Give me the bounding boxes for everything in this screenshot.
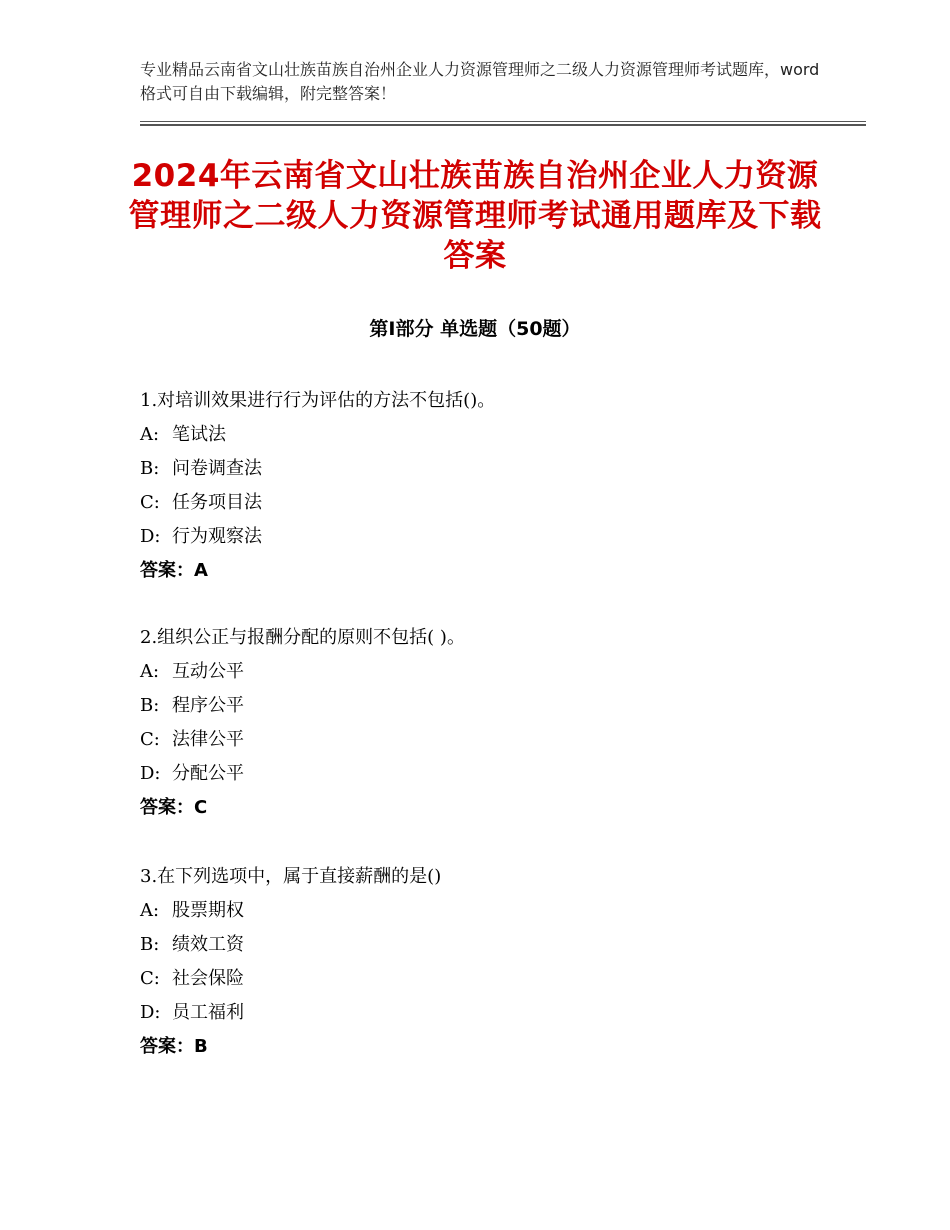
option-key: B: <box>140 934 160 955</box>
option-text: 员工福利 <box>172 1002 244 1023</box>
option-d <box>140 520 860 554</box>
option-text: 互动公平 <box>172 661 244 682</box>
section-title: 第Ⅰ部分 单选题（50题） <box>369 318 581 340</box>
option-text: 行为观察法 <box>172 526 262 547</box>
option-c <box>140 962 860 996</box>
question-1 <box>140 384 860 588</box>
option-b <box>140 928 860 962</box>
document-title: 2024年云南省文山壮族苗族自治州企业人力资源管理师之二级人力资源管理师考试通用题库及下载答案 <box>128 158 822 274</box>
question-stem: 3.在下列选项中，属于直接薪酬的是() <box>140 866 442 887</box>
option-d <box>140 757 860 791</box>
option-b <box>140 452 860 486</box>
option-d <box>140 996 860 1030</box>
option-key: C: <box>140 492 160 513</box>
option-a <box>140 418 860 452</box>
option-key: B: <box>140 695 160 716</box>
option-key: B: <box>140 458 160 479</box>
option-c <box>140 486 860 520</box>
option-key: A: <box>140 900 160 921</box>
option-key: A: <box>140 661 160 682</box>
header-divider <box>140 121 866 122</box>
answer: 答案：C <box>140 797 208 818</box>
option-b <box>140 689 860 723</box>
question-2 <box>140 621 860 825</box>
header-note: 专业精品云南省文山壮族苗族自治州企业人力资源管理师之二级人力资源管理师考试题库，word格式可自由下载编辑，附完整答案！ <box>140 60 820 103</box>
question-3 <box>140 860 860 1064</box>
option-text: 绩效工资 <box>172 934 244 955</box>
option-text: 法律公平 <box>172 729 244 750</box>
option-text: 社会保险 <box>172 968 244 989</box>
option-text: 股票期权 <box>172 900 244 921</box>
question-stem: 1.对培训效果进行行为评估的方法不包括()。 <box>140 390 496 411</box>
option-text: 问卷调查法 <box>172 458 262 479</box>
option-key: A: <box>140 424 160 445</box>
option-key: C: <box>140 729 160 750</box>
option-a <box>140 894 860 928</box>
option-c <box>140 723 860 757</box>
answer: 答案：B <box>140 1036 208 1057</box>
option-key: D: <box>140 526 161 547</box>
option-key: C: <box>140 968 160 989</box>
option-key: D: <box>140 1002 161 1023</box>
option-text: 任务项目法 <box>172 492 262 513</box>
option-key: D: <box>140 763 161 784</box>
question-stem: 2.组织公正与报酬分配的原则不包括( )。 <box>140 627 465 648</box>
option-text: 程序公平 <box>172 695 244 716</box>
option-text: 笔试法 <box>172 424 226 445</box>
option-text: 分配公平 <box>172 763 244 784</box>
answer: 答案：A <box>140 560 208 581</box>
option-a <box>140 655 860 689</box>
header-divider-thick <box>140 124 866 126</box>
